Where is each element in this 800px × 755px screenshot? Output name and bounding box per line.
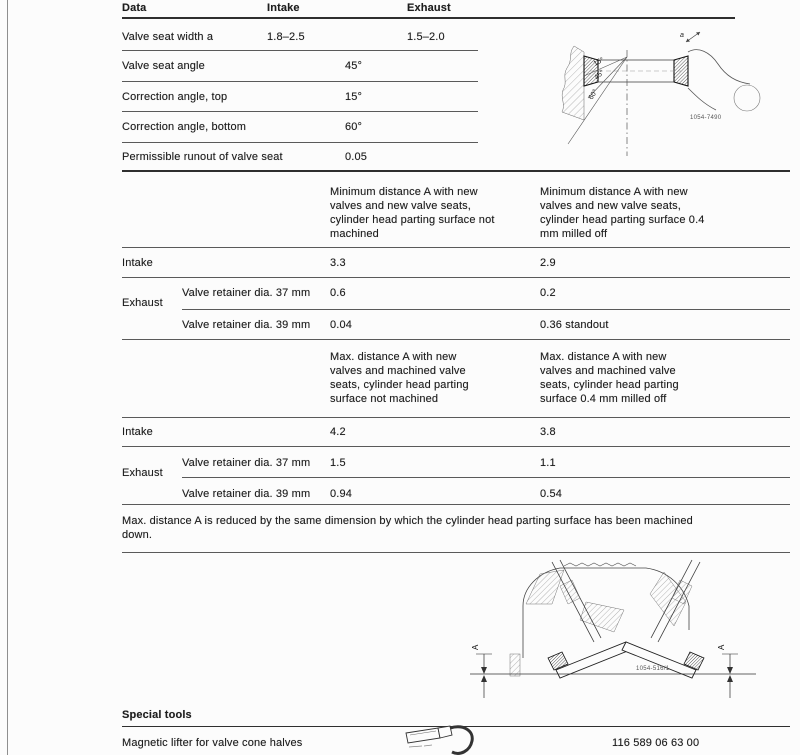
tool-name: Magnetic lifter for valve cone halves xyxy=(122,737,303,749)
row-label: Intake xyxy=(122,426,153,438)
row-label: Exhaust xyxy=(122,467,163,479)
angle-label: 60° xyxy=(587,88,600,102)
row-value: 1.1 xyxy=(540,457,556,469)
row-value: 15° xyxy=(345,91,363,103)
sub-row-label: Valve retainer dia. 37 mm xyxy=(182,457,311,469)
table-rule xyxy=(122,247,790,248)
table1-header-intake: Intake xyxy=(267,2,300,14)
sub-row-label: Valve retainer dia. 39 mm xyxy=(182,319,311,331)
row-value: 1.5–2.0 xyxy=(407,31,445,43)
row-value: 0.2 xyxy=(540,287,556,299)
row-value: 2.9 xyxy=(540,257,556,269)
row-value: 0.05 xyxy=(345,151,368,163)
table-rule xyxy=(122,50,478,51)
dimension-label: a xyxy=(680,32,684,39)
angle-label: 15° xyxy=(592,56,606,68)
table-rule xyxy=(122,142,478,143)
column-header: Max. distance A with new valves and machined valve seats, cylinder head parting surface not machined xyxy=(330,351,469,405)
table1-header-data: Data xyxy=(122,2,147,14)
row-value: 3.3 xyxy=(330,257,346,269)
sub-row-label: Valve retainer dia. 37 mm xyxy=(182,287,311,299)
row-value: 0.36 standout xyxy=(540,319,609,331)
row-label: Valve seat width a xyxy=(122,31,214,43)
column-header: Minimum distance A with new valves and new valve seats, cylinder head parting surface not machined xyxy=(330,186,495,240)
tool-part-number: 116 589 06 63 00 xyxy=(612,737,700,749)
row-value: 0.54 xyxy=(540,488,563,500)
row-value: 0.04 xyxy=(330,319,353,331)
row-label: Exhaust xyxy=(122,297,163,309)
table-rule xyxy=(122,504,790,505)
figure-ref: 1054-516/1 xyxy=(636,666,670,672)
footnote: Max. distance A is reduced by the same dimension by which the cylinder head parting surface has been machined down. xyxy=(122,515,693,541)
dimension-label: A xyxy=(717,644,726,650)
dimension-label: A xyxy=(471,644,480,650)
valve-seat-diagram xyxy=(538,24,793,172)
row-value: 4.2 xyxy=(330,426,346,438)
column-header: Max. distance A with new valves and machined valve seats, cylinder head parting surface 0.4 mm milled off xyxy=(540,351,679,405)
casting-left xyxy=(562,46,584,120)
row-label: Correction angle, top xyxy=(122,91,228,103)
figure-ref: 1054-7490 xyxy=(690,115,722,121)
row-value: 0.6 xyxy=(330,287,346,299)
row-label: Correction angle, bottom xyxy=(122,121,247,133)
table-rule xyxy=(182,309,790,310)
row-value: 60° xyxy=(345,121,363,133)
table-rule xyxy=(122,81,478,82)
row-label: Intake xyxy=(122,257,153,269)
sub-row-label: Valve retainer dia. 39 mm xyxy=(182,488,311,500)
table-rule xyxy=(122,339,790,340)
table1-header-exhaust: Exhaust xyxy=(407,2,451,14)
table-rule xyxy=(122,446,790,447)
row-value: 3.8 xyxy=(540,426,556,438)
table-rule xyxy=(122,417,790,418)
column-header: Minimum distance A with new valves and new valve seats, cylinder head parting surface 0.4 mm milled off xyxy=(540,186,705,240)
table-rule xyxy=(122,17,735,19)
table-rule xyxy=(122,277,790,278)
table-rule xyxy=(122,111,478,112)
row-value: 45° xyxy=(345,60,363,72)
row-label: Permissible runout of valve seat xyxy=(122,151,283,163)
special-tools-heading: Special tools xyxy=(122,709,192,721)
row-value: 1.8–2.5 xyxy=(267,31,305,43)
row-value: 0.94 xyxy=(330,488,353,500)
magnetic-lifter-illustration xyxy=(400,721,488,755)
table-rule xyxy=(122,552,790,553)
angle-label: 45° xyxy=(593,68,606,82)
scan-edge-line xyxy=(7,0,8,755)
row-label: Valve seat angle xyxy=(122,60,205,72)
cylinder-head-diagram xyxy=(468,558,758,703)
row-value: 1.5 xyxy=(330,457,346,469)
table-rule xyxy=(182,477,790,478)
